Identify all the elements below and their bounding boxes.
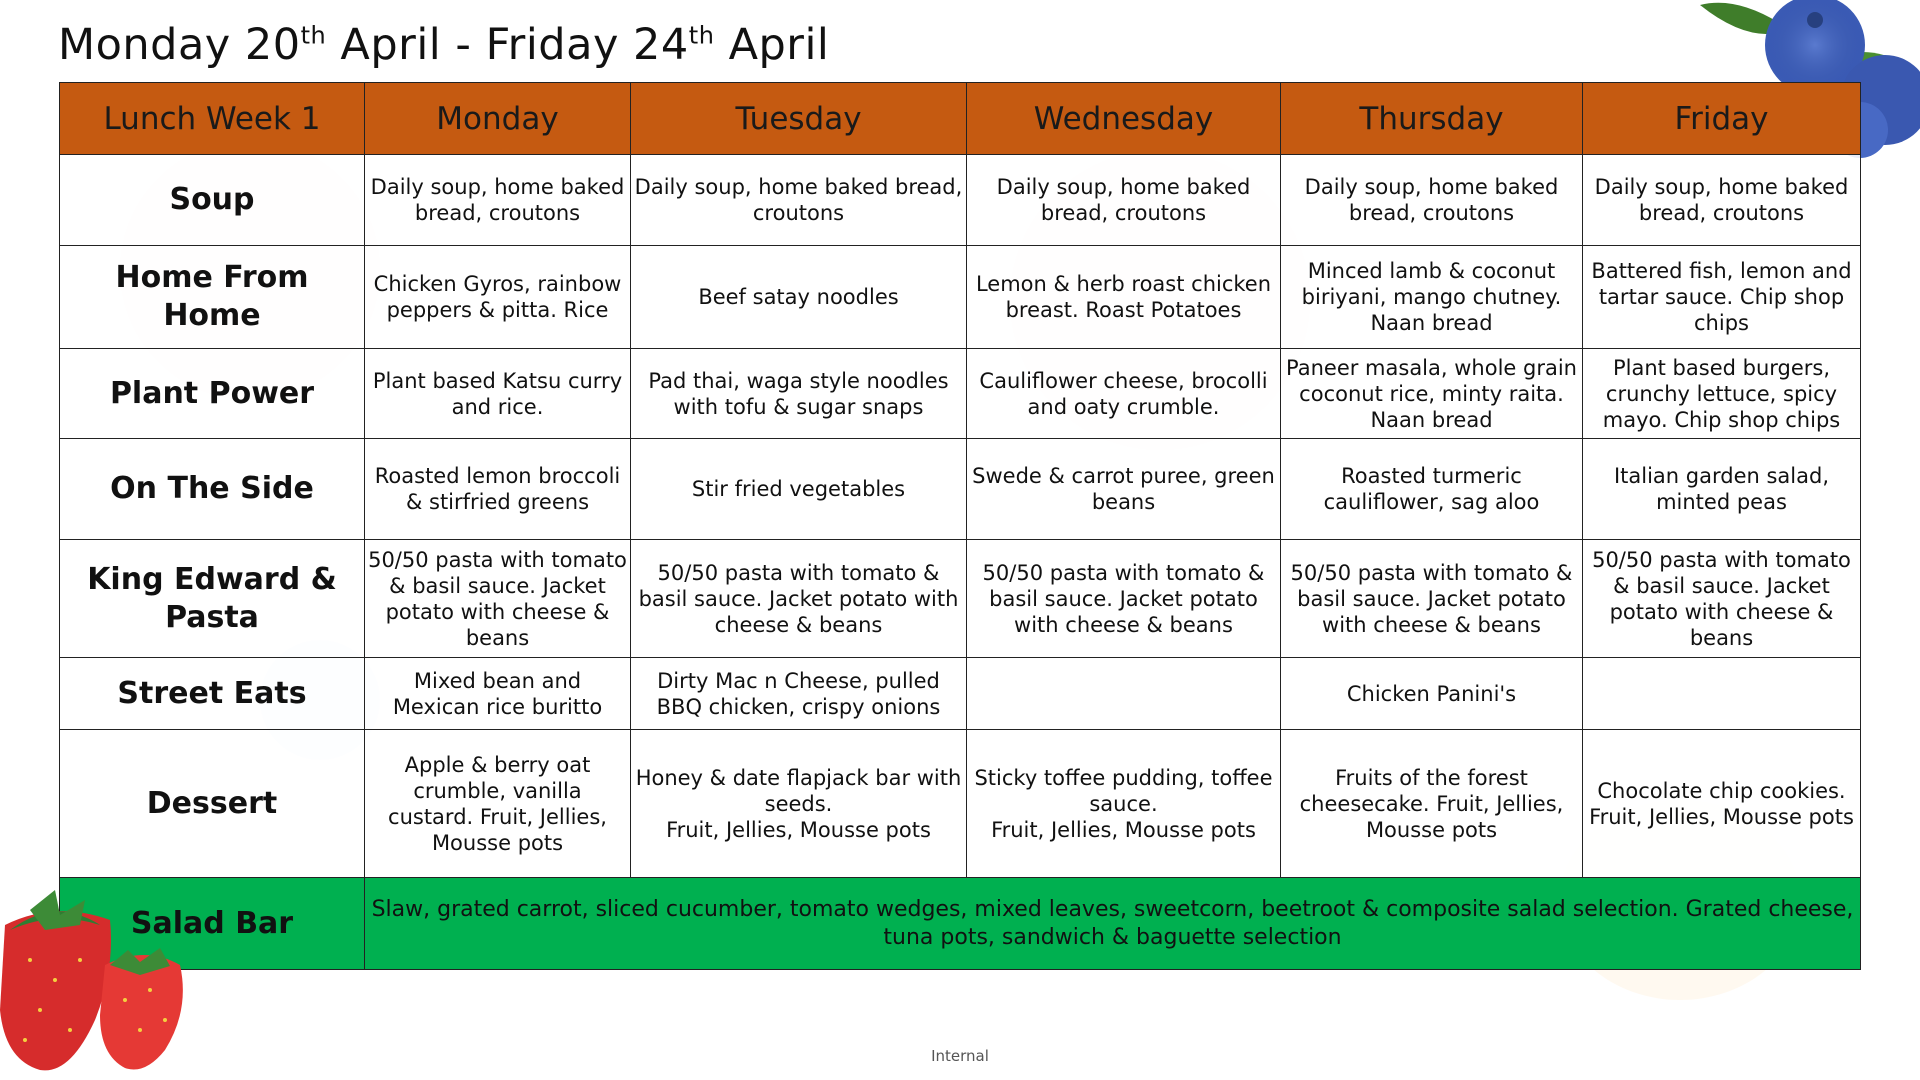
- header-day-thursday: Thursday: [1281, 83, 1583, 155]
- row-label: Dessert: [60, 730, 365, 878]
- menu-cell: Roasted lemon broccoli & stirfried greens: [365, 439, 631, 540]
- menu-cell: Daily soup, home baked bread, croutons: [1281, 155, 1583, 246]
- header-day-tuesday: Tuesday: [631, 83, 967, 155]
- menu-cell: [967, 658, 1281, 730]
- row-label: Salad Bar: [60, 878, 365, 970]
- row-label: Soup: [60, 155, 365, 246]
- menu-cell: Pad thai, waga style noodles with tofu & sugar snaps: [631, 349, 967, 439]
- page-title: Monday 20th April - Friday 24th April: [58, 20, 830, 70]
- menu-cell: Chocolate chip cookies. Fruit, Jellies, Mousse pots: [1583, 730, 1861, 878]
- menu-cell: Honey & date flapjack bar with seeds. Fruit, Jellies, Mousse pots: [631, 730, 967, 878]
- menu-cell: Chicken Gyros, rainbow peppers & pitta. Rice: [365, 246, 631, 349]
- row-label: Home From Home: [60, 246, 365, 349]
- header-day-friday: Friday: [1583, 83, 1861, 155]
- header-week-label: Lunch Week 1: [60, 83, 365, 155]
- menu-cell: Sticky toffee pudding, toffee sauce. Fruit, Jellies, Mousse pots: [967, 730, 1281, 878]
- header-day-monday: Monday: [365, 83, 631, 155]
- menu-cell: Minced lamb & coconut biriyani, mango chutney. Naan bread: [1281, 246, 1583, 349]
- menu-row-king-edward-pasta: [60, 540, 1861, 658]
- menu-cell: Plant based Katsu curry and rice.: [365, 349, 631, 439]
- menu-cell: Chicken Panini's: [1281, 658, 1583, 730]
- menu-cell: Lemon & herb roast chicken breast. Roast Potatoes: [967, 246, 1281, 349]
- menu-cell: 50/50 pasta with tomato & basil sauce. Jacket potato with cheese & beans: [1583, 540, 1861, 658]
- menu-cell: Plant based burgers, crunchy lettuce, spicy mayo. Chip shop chips: [1583, 349, 1861, 439]
- menu-cell: Daily soup, home baked bread, croutons: [631, 155, 967, 246]
- menu-cell: Beef satay noodles: [631, 246, 967, 349]
- menu-cell: Stir fried vegetables: [631, 439, 967, 540]
- menu-cell: Italian garden salad, minted peas: [1583, 439, 1861, 540]
- menu-cell: Fruits of the forest cheesecake. Fruit, Jellies, Mousse pots: [1281, 730, 1583, 878]
- menu-cell: Paneer masala, whole grain coconut rice, minty raita. Naan bread: [1281, 349, 1583, 439]
- menu-cell: [1583, 658, 1861, 730]
- menu-cell: 50/50 pasta with tomato & basil sauce. Jacket potato with cheese & beans: [631, 540, 967, 658]
- classification-label: Internal: [931, 1047, 989, 1065]
- header-row: [60, 83, 1861, 155]
- row-label: King Edward & Pasta: [60, 540, 365, 658]
- menu-cell: 50/50 pasta with tomato & basil sauce. Jacket potato with cheese & beans: [1281, 540, 1583, 658]
- menu-cell: Mixed bean and Mexican rice buritto: [365, 658, 631, 730]
- row-label: On The Side: [60, 439, 365, 540]
- menu-row-home-from-home: [60, 246, 1861, 349]
- menu-cell: Dirty Mac n Cheese, pulled BBQ chicken, crispy onions: [631, 658, 967, 730]
- header-day-wednesday: Wednesday: [967, 83, 1281, 155]
- menu-cell: 50/50 pasta with tomato & basil sauce. Jacket potato with cheese & beans: [967, 540, 1281, 658]
- menu-row-soup: [60, 155, 1861, 246]
- salad-bar-cell: Slaw, grated carrot, sliced cucumber, tomato wedges, mixed leaves, sweetcorn, beetroot & composite salad selection. Grated cheese, tuna pots, sandwich & baguette selection: [365, 878, 1861, 970]
- menu-cell: Daily soup, home baked bread, croutons: [967, 155, 1281, 246]
- menu-cell: Daily soup, home baked bread, croutons: [365, 155, 631, 246]
- menu-cell: Cauliflower cheese, brocolli and oaty crumble.: [967, 349, 1281, 439]
- menu-cell: 50/50 pasta with tomato & basil sauce. Jacket potato with cheese & beans: [365, 540, 631, 658]
- menu-cell: Battered fish, lemon and tartar sauce. Chip shop chips: [1583, 246, 1861, 349]
- lunch-menu-table: [59, 82, 1861, 970]
- menu-row-salad-bar: [60, 878, 1861, 970]
- menu-cell: Swede & carrot puree, green beans: [967, 439, 1281, 540]
- menu-row-dessert: [60, 730, 1861, 878]
- menu-cell: Roasted turmeric cauliflower, sag aloo: [1281, 439, 1583, 540]
- row-label: Street Eats: [60, 658, 365, 730]
- row-label: Plant Power: [60, 349, 365, 439]
- menu-cell: Daily soup, home baked bread, croutons: [1583, 155, 1861, 246]
- menu-cell: Apple & berry oat crumble, vanilla custard. Fruit, Jellies, Mousse pots: [365, 730, 631, 878]
- menu-row-plant-power: [60, 349, 1861, 439]
- menu-row-on-the-side: [60, 439, 1861, 540]
- menu-row-street-eats: [60, 658, 1861, 730]
